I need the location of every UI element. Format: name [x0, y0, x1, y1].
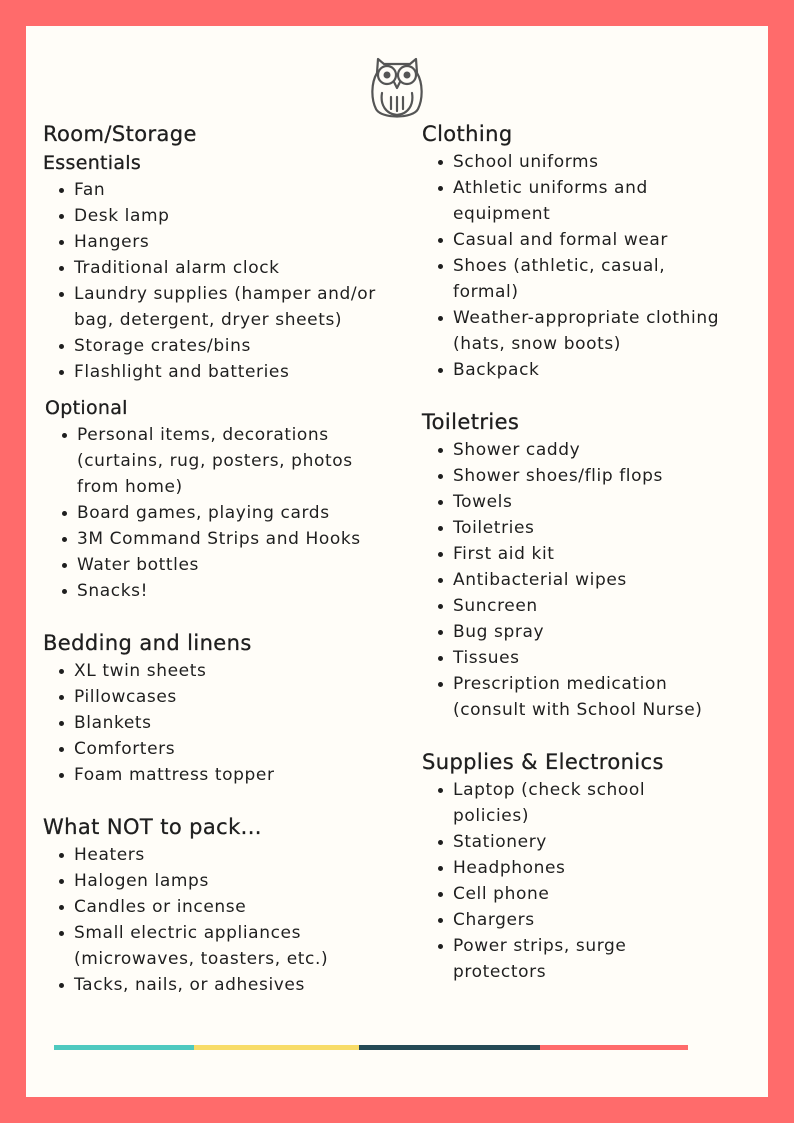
clothing-list	[422, 149, 722, 383]
list-item: Fan	[43, 177, 388, 203]
list-item: Stationery	[422, 829, 722, 855]
footer-color-stripe	[54, 1045, 688, 1050]
list-item: Antibacterial wipes	[422, 567, 722, 593]
list-item: Suncreen	[422, 593, 722, 619]
list-item: Casual and formal wear	[422, 227, 722, 253]
list-item: Traditional alarm clock	[43, 255, 388, 281]
not-pack-section	[43, 812, 388, 998]
stripe-teal	[54, 1045, 194, 1050]
not-pack-heading: What NOT to pack...	[43, 815, 262, 839]
essentials-list	[43, 177, 388, 385]
list-item: Prescription medication (consult with School Nurse)	[422, 671, 722, 723]
list-item: Foam mattress topper	[43, 762, 388, 788]
essentials-subheading: Essentials	[43, 152, 142, 174]
list-item: First aid kit	[422, 541, 722, 567]
clothing-heading: Clothing	[422, 122, 513, 146]
bedding-list	[43, 658, 388, 788]
bedding-heading: Bedding and linens	[43, 631, 252, 655]
list-item: Headphones	[422, 855, 722, 881]
toiletries-list	[422, 437, 722, 723]
list-item: Shower shoes/flip flops	[422, 463, 722, 489]
list-item: Blankets	[43, 710, 388, 736]
supplies-heading: Supplies & Electronics	[422, 750, 664, 774]
supplies-list	[422, 777, 722, 985]
clothing-section	[422, 119, 722, 383]
list-item: Shoes (athletic, casual, formal)	[422, 253, 722, 305]
list-item: Backpack	[422, 357, 722, 383]
toiletries-section	[422, 407, 722, 723]
list-item: XL twin sheets	[43, 658, 388, 684]
list-item: Laptop (check school policies)	[422, 777, 722, 829]
list-item: Power strips, surge protectors	[422, 933, 722, 985]
stripe-navy	[359, 1045, 540, 1050]
list-item: Chargers	[422, 907, 722, 933]
list-item: Small electric appliances (microwaves, toasters, etc.)	[43, 920, 388, 972]
list-item: Halogen lamps	[43, 868, 388, 894]
list-item: Cell phone	[422, 881, 722, 907]
list-item: Personal items, decorations (curtains, rug, posters, photos from home)	[43, 422, 388, 500]
stripe-coral	[540, 1045, 688, 1050]
list-item: Laundry supplies (hamper and/or bag, detergent, dryer sheets)	[43, 281, 388, 333]
list-item: Athletic uniforms and equipment	[422, 175, 722, 227]
list-item: Water bottles	[43, 552, 388, 578]
list-item: 3M Command Strips and Hooks	[43, 526, 388, 552]
room-storage-heading: Room/Storage	[43, 122, 197, 146]
list-item: Weather-appropriate clothing (hats, snow boots)	[422, 305, 722, 357]
bedding-section	[43, 628, 388, 788]
not-pack-list	[43, 842, 388, 998]
list-item: Snacks!	[43, 578, 388, 604]
list-item: Desk lamp	[43, 203, 388, 229]
toiletries-heading: Toiletries	[422, 410, 520, 434]
left-column	[43, 119, 388, 1022]
list-item: Board games, playing cards	[43, 500, 388, 526]
list-item: Toiletries	[422, 515, 722, 541]
list-item: Tacks, nails, or adhesives	[43, 972, 388, 998]
list-item: Heaters	[43, 842, 388, 868]
right-column	[422, 119, 722, 1009]
list-item: Shower caddy	[422, 437, 722, 463]
room-storage-section	[43, 119, 388, 604]
list-item: Hangers	[43, 229, 388, 255]
supplies-section	[422, 747, 722, 985]
list-item: Flashlight and batteries	[43, 359, 388, 385]
list-item: Tissues	[422, 645, 722, 671]
list-item: School uniforms	[422, 149, 722, 175]
list-item: Towels	[422, 489, 722, 515]
owl-icon	[369, 51, 425, 123]
list-item: Bug spray	[422, 619, 722, 645]
list-item: Comforters	[43, 736, 388, 762]
optional-list	[43, 422, 388, 604]
list-item: Candles or incense	[43, 894, 388, 920]
optional-subheading: Optional	[45, 397, 128, 419]
list-item: Pillowcases	[43, 684, 388, 710]
list-item: Storage crates/bins	[43, 333, 388, 359]
stripe-yellow	[194, 1045, 359, 1050]
